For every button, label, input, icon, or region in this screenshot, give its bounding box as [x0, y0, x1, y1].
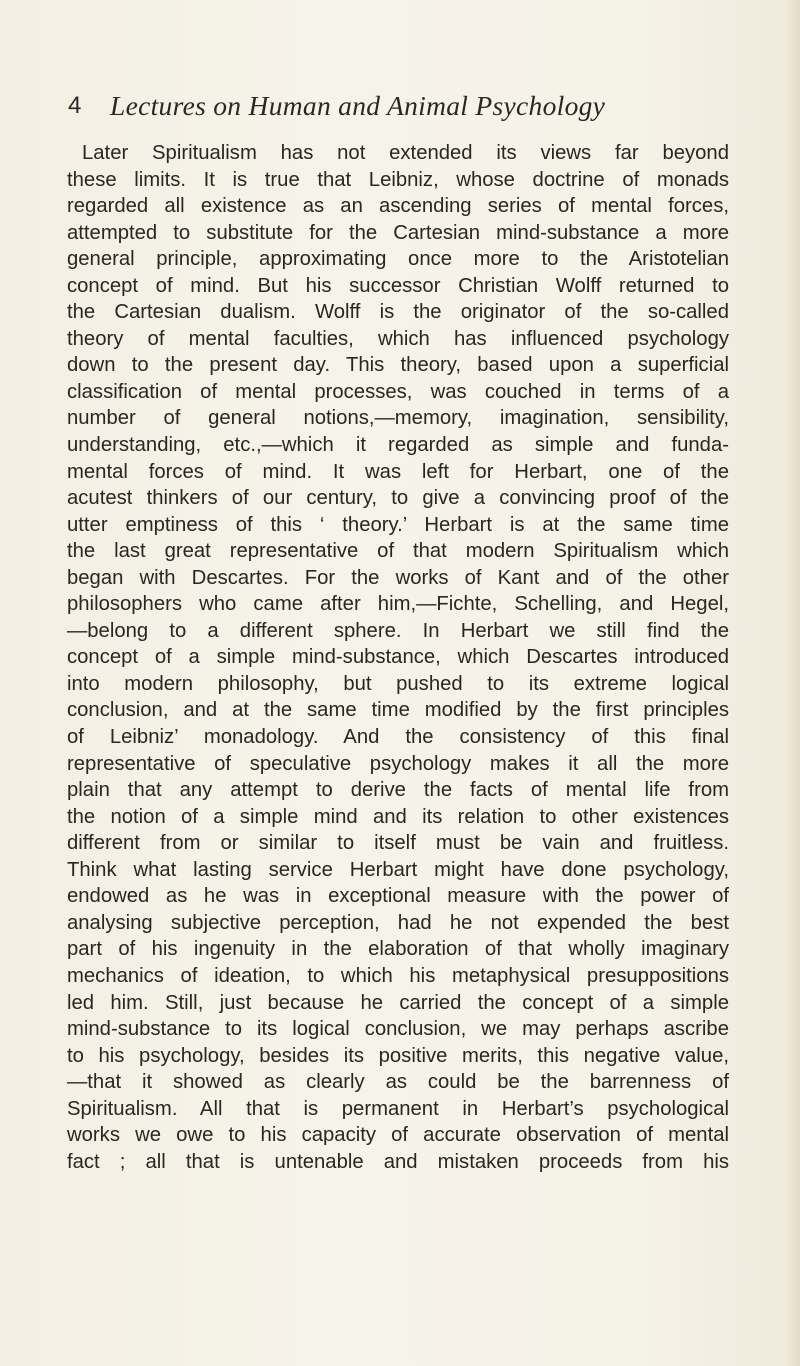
- text-line: different from or similar to itself must be vain and fruitless.: [67, 832, 729, 855]
- text-line: Spiritualism. All that is permanent in Herbart’s psychological: [67, 1097, 729, 1120]
- text-line: concept of a simple mind-substance, which Descartes introduced: [67, 646, 729, 669]
- page-header: [68, 86, 708, 126]
- text-line: works we owe to his capacity of accurate observation of mental: [67, 1124, 729, 1147]
- text-line: acutest thinkers of our century, to give a convincing proof of the: [67, 487, 729, 510]
- text-line: Later Spiritualism has not extended its views far beyond: [82, 142, 729, 164]
- text-line: into modern philosophy, but pushed to its extreme logical: [67, 672, 729, 695]
- text-line: concept of mind. But his successor Christian Wolff returned to: [67, 274, 729, 297]
- text-line: led him. Still, just because he carried the concept of a simple: [67, 991, 729, 1014]
- text-line: Think what lasting service Herbart might have done psychology,: [67, 858, 729, 881]
- text-line: —that it showed as clearly as could be the barrenness of: [67, 1071, 729, 1094]
- text-line: understanding, etc.,—which it regarded as simple and funda-: [67, 434, 729, 457]
- text-line: regarded all existence as an ascending series of mental forces,: [67, 195, 729, 218]
- text-line: attempted to substitute for the Cartesian mind-substance a more: [67, 221, 729, 244]
- text-line: part of his ingenuity in the elaboration of that wholly imaginary: [67, 938, 729, 961]
- text-line: mind-substance to its logical conclusion, we may perhaps ascribe: [67, 1018, 729, 1041]
- text-line: to his psychology, besides its positive merits, this negative value,: [67, 1044, 729, 1067]
- text-line: the last great representative of that modern Spiritualism which: [67, 540, 729, 563]
- text-line: representative of speculative psychology makes it all the more: [67, 752, 729, 775]
- text-line: plain that any attempt to derive the facts of mental life from: [67, 779, 729, 802]
- text-line: mental forces of mind. It was left for Herbart, one of the: [67, 460, 729, 483]
- text-line: philosophers who came after him,—Fichte, Schelling, and Hegel,: [67, 593, 729, 616]
- text-line: of Leibniz’ monadology. And the consistency of this final: [67, 726, 729, 749]
- text-line: down to the present day. This theory, based upon a superficial: [67, 354, 729, 377]
- text-line: number of general notions,—memory, imagination, sensibility,: [67, 407, 729, 430]
- text-line: —belong to a different sphere. In Herbart we still find the: [67, 619, 729, 642]
- text-line: these limits. It is true that Leibniz, whose doctrine of monads: [67, 168, 729, 191]
- text-line: analysing subjective perception, had he not expended the best: [67, 911, 729, 934]
- text-line: classification of mental processes, was couched in terms of a: [67, 380, 729, 403]
- text-line: endowed as he was in exceptional measure with the power of: [67, 885, 729, 908]
- page-number: 4: [68, 92, 82, 119]
- text-line: general principle, approximating once more to the Aristotelian: [67, 248, 729, 271]
- text-line: mechanics of ideation, to which his metaphysical presuppositions: [67, 964, 729, 987]
- running-title: Lectures on Human and Animal Psychology: [110, 90, 606, 121]
- text-line: utter emptiness of this ‘ theory.’ Herbart is at the same time: [67, 513, 729, 536]
- body-paragraph: [67, 140, 729, 1175]
- text-line: theory of mental faculties, which has influenced psychology: [67, 327, 729, 350]
- text-line: the notion of a simple mind and its relation to other existences: [67, 805, 729, 828]
- text-line: the Cartesian dualism. Wolff is the originator of the so-called: [67, 301, 729, 324]
- text-line: conclusion, and at the same time modified by the first principles: [67, 699, 729, 722]
- text-line: began with Descartes. For the works of Kant and of the other: [67, 566, 729, 589]
- text-line: fact ; all that is untenable and mistaken proceeds from his: [67, 1150, 729, 1173]
- page-edge-shadow: [786, 0, 800, 1366]
